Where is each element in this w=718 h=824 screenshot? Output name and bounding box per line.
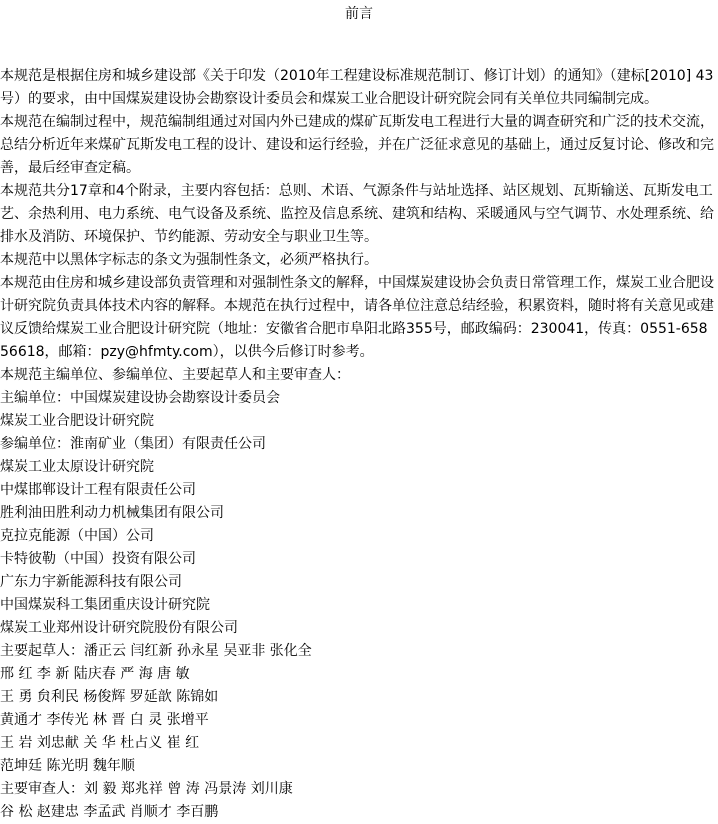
reviewer-list: 主要审查人：刘 毅 郑兆祥 曾 涛 冯景涛 刘川康 bbox=[0, 781, 293, 797]
participating-unit: 中煤邯郸设计工程有限责任公司 bbox=[0, 482, 196, 498]
participating-unit: 煤炭工业郑州设计研究院股份有限公司 bbox=[0, 620, 238, 636]
participating-unit: 煤炭工业太原设计研究院 bbox=[0, 459, 154, 475]
drafter-list: 王 勇 贠利民 杨俊辉 罗延歆 陈锦如 bbox=[0, 689, 219, 705]
participating-unit: 广东力宇新能源科技有限公司 bbox=[0, 574, 182, 590]
participating-unit: 克拉克能源（中国）公司 bbox=[0, 528, 154, 544]
chief-editor-unit: 主编单位：中国煤炭建设协会勘察设计委员会 bbox=[0, 390, 280, 406]
drafter-list: 王 岩 刘忠献 关 华 杜占义 崔 红 bbox=[0, 735, 200, 751]
paragraph-management: 本规范由住房和城乡建设部负责管理和对强制性条文的解释，中国煤炭建设协会负责日常管理工作，煤炭工业合肥设计研究院负责具体技术内容的解释。本规范在执行过程中，请各单位注意总结经验，积累资料，随时将有关意见或建议反馈给煤炭工业合肥设计研究院（地址：安徽省合肥市阜阳北路355号，邮政编码：230041，传真：0551-65856618，邮箱：pzy@hfmty.com），以供今后修订时参考。 bbox=[0, 275, 714, 360]
paragraph-contents: 本规范共分17章和4个附录，主要内容包括：总则、术语、气源条件与站址选择、站区规划、瓦斯输送、瓦斯发电工艺、余热利用、电力系统、电气设备及系统、监控及信息系统、建筑和结构、采暖通风与空气调节、水处理系统、给排水及消防、环境保护、节约能源、劳动安全与职业卫生等。 bbox=[0, 183, 714, 245]
paragraph-mandatory: 本规范中以黑体字标志的条文为强制性条文，必须严格执行。 bbox=[0, 252, 378, 268]
paragraph-basis: 本规范是根据住房和城乡建设部《关于印发（2010年工程建设标准规范制订、修订计划）的通知》（建标[2010] 43号）的要求，由中国煤炭建设协会勘察设计委员会和煤炭工业合肥设计研究院会同有关单位共同编制完成。 bbox=[0, 68, 714, 107]
drafter-list: 主要起草人：潘正云 闫红新 孙永星 吴亚非 张化全 bbox=[0, 643, 312, 659]
page-title: 前言 bbox=[345, 6, 373, 22]
participating-unit: 中国煤炭科工集团重庆设计研究院 bbox=[0, 597, 210, 613]
paragraph-participants-intro: 本规范主编单位、参编单位、主要起草人和主要审查人： bbox=[0, 367, 350, 383]
drafter-list: 黄通才 李传光 林 晋 白 灵 张增平 bbox=[0, 712, 209, 728]
participating-unit: 参编单位：淮南矿业（集团）有限责任公司 bbox=[0, 436, 266, 452]
drafter-list: 邢 红 李 新 陆庆春 严 海 唐 敏 bbox=[0, 666, 190, 682]
paragraph-process: 本规范在编制过程中，规范编制组通过对国内外已建成的煤矿瓦斯发电工程进行大量的调查研究和广泛的技术交流，总结分析近年来煤矿瓦斯发电工程的设计、建设和运行经验，并在广泛征求意见的基础上，通过反复讨论、修改和完善，最后经审查定稿。 bbox=[0, 114, 714, 176]
participating-unit: 胜利油田胜利动力机械集团有限公司 bbox=[0, 505, 224, 521]
participating-unit: 卡特彼勒（中国）投资有限公司 bbox=[0, 551, 196, 567]
reviewer-list: 谷 松 赵建忠 李孟武 肖顺才 李百鹏 bbox=[0, 804, 219, 820]
document-body bbox=[0, 65, 716, 824]
chief-editor-unit: 煤炭工业合肥设计研究院 bbox=[0, 413, 154, 429]
drafter-list: 范坤廷 陈光明 魏年顺 bbox=[0, 758, 135, 774]
